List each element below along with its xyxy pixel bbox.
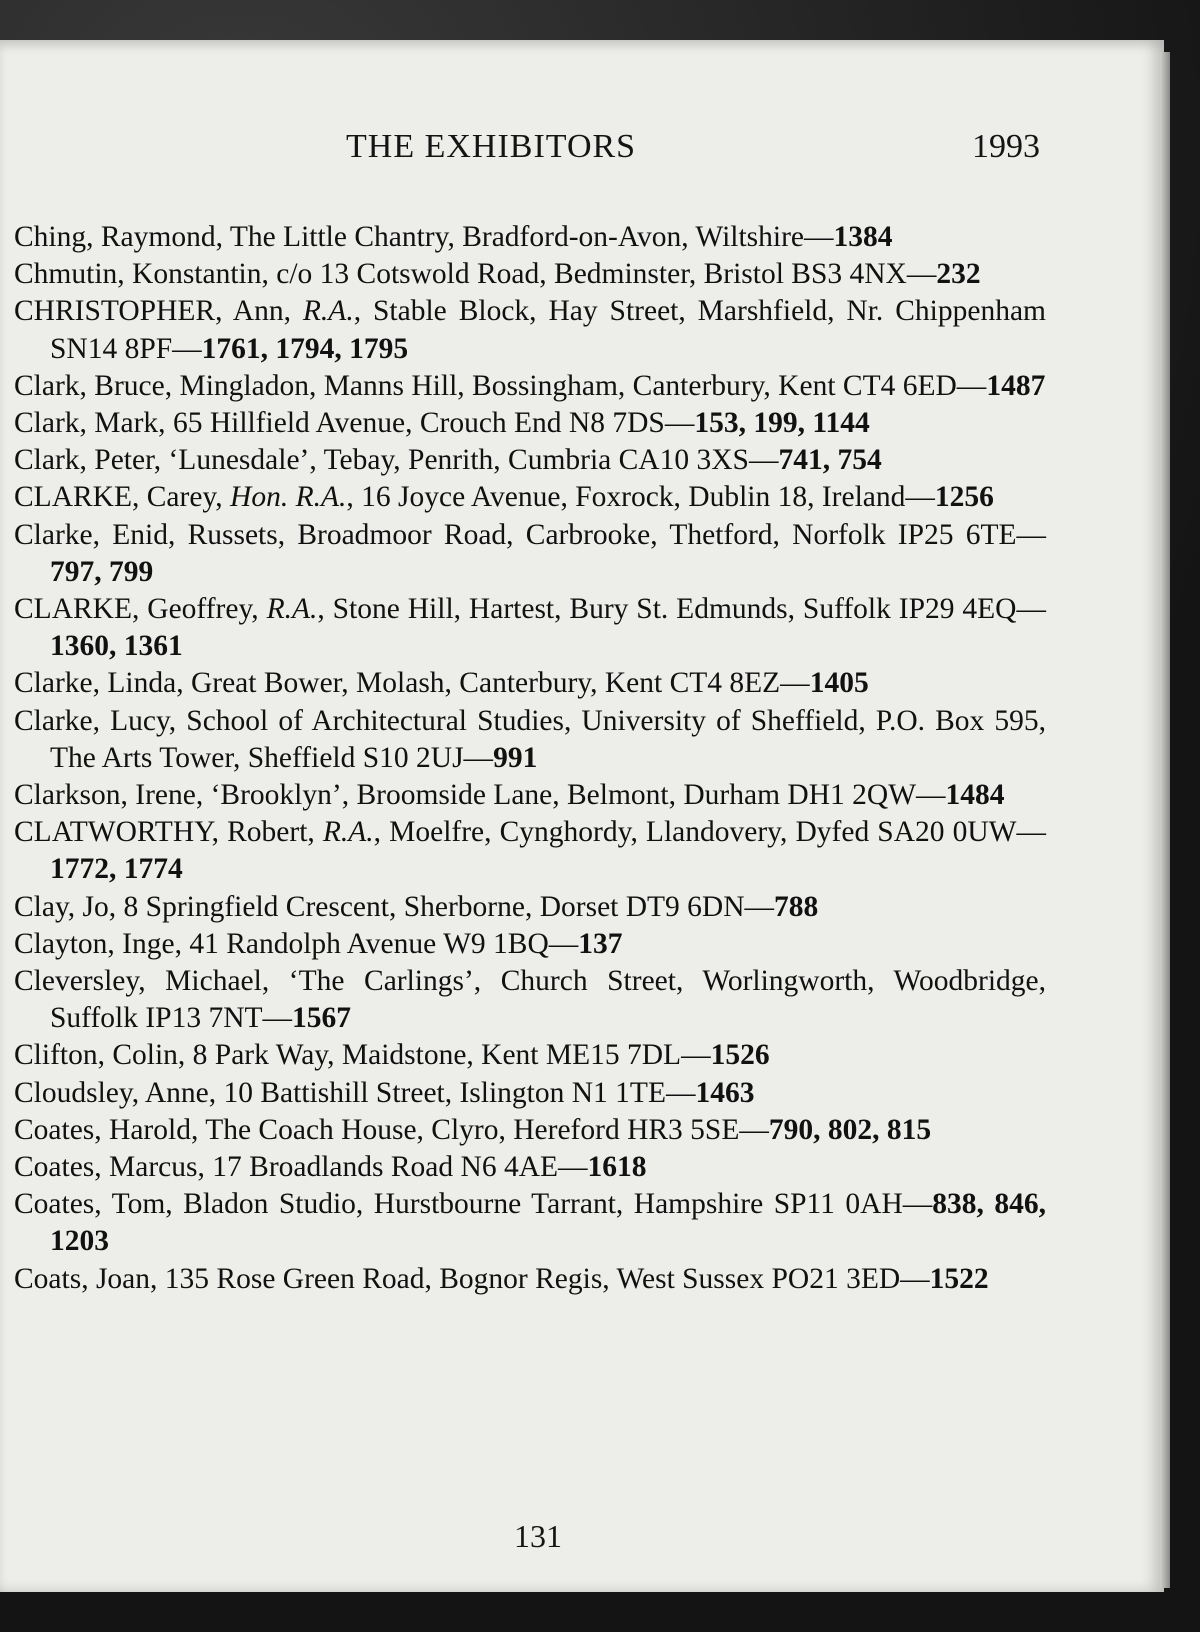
exhibitor-address: 135 Rose Green Road, Bognor Regis, West Sussex PO21 3ED— xyxy=(164,1262,930,1295)
exhibitor-entry xyxy=(14,926,1046,963)
exhibitor-entry xyxy=(14,1261,1046,1298)
year-label: 1993 xyxy=(972,128,1040,165)
exhibitor-name: CLATWORTHY, Robert, xyxy=(14,816,315,849)
exhibit-numbers: 1256 xyxy=(934,481,994,514)
exhibit-numbers: 1772, 1774 xyxy=(50,853,183,886)
exhibitor-address: 8 Springfield Crescent, Sherborne, Dorset DT9 6DN— xyxy=(123,890,775,923)
exhibitor-address: c/o 13 Cotswold Road, Bedminster, Bristol BS3 4NX— xyxy=(276,258,937,291)
exhibit-numbers: 1360, 1361 xyxy=(50,630,183,663)
exhibit-numbers: 1384 xyxy=(833,221,893,253)
exhibitor-entry xyxy=(14,517,1046,591)
exhibit-numbers: 991 xyxy=(493,741,538,774)
exhibitor-name: CLARKE, Carey, xyxy=(14,481,223,514)
exhibitor-address: 41 Randolph Avenue W9 1BQ— xyxy=(189,927,579,960)
exhibitor-title: Hon. R.A. xyxy=(230,481,347,514)
exhibitor-entry xyxy=(14,889,1046,926)
exhibitor-entry xyxy=(14,368,1046,405)
exhibitor-title: R.A. xyxy=(266,593,318,626)
exhibit-numbers: 1761, 1794, 1795 xyxy=(201,332,409,365)
exhibitor-name: Ching, Raymond, xyxy=(14,221,223,253)
exhibitor-name: Clarke, Linda, xyxy=(14,667,184,700)
exhibitor-entry xyxy=(14,814,1046,888)
exhibitor-name: Clark, Mark, xyxy=(14,407,166,440)
exhibitor-entry xyxy=(14,1075,1046,1112)
exhibitor-name: Clayton, Inge, xyxy=(14,927,182,960)
exhibitor-entry xyxy=(14,405,1046,442)
exhibitor-entry xyxy=(14,591,1046,665)
exhibitor-address: , Stable Block, Hay Street, Marshfield, Nr. Chippenham SN14 8PF— xyxy=(50,295,1047,365)
exhibitor-name: Cloudsley, Anne, xyxy=(14,1076,217,1109)
exhibit-numbers: 137 xyxy=(578,927,623,960)
exhibit-numbers: 232 xyxy=(936,258,981,291)
exhibitor-address: ‘The Carlings’, Church Street, Worlingworth, Woodbridge, Suffolk IP13 7NT— xyxy=(50,965,1046,1035)
exhibitor-address: School of Architectural Studies, University of Sheffield, P.O. Box 595, The Arts Tower, Sheffield S10 2UJ— xyxy=(50,704,1046,774)
exhibit-numbers: 790, 802, 815 xyxy=(768,1113,932,1146)
exhibit-numbers: 1463 xyxy=(695,1076,755,1109)
exhibitor-name: Coats, Joan, xyxy=(14,1262,158,1295)
page-number: 131 xyxy=(514,1518,562,1554)
exhibitor-name: Clarke, Enid, xyxy=(14,518,176,551)
exhibitor-name: Clifton, Colin, xyxy=(14,1039,186,1072)
exhibit-numbers: 1567 xyxy=(292,1002,352,1035)
exhibitor-address: ‘Lunesdale’, Tebay, Penrith, Cumbria CA10 3XS— xyxy=(168,444,779,477)
exhibitor-entry xyxy=(14,1149,1046,1186)
exhibitor-address: , Moelfre, Cynghordy, Llandovery, Dyfed SA20 0UW— xyxy=(373,816,1046,849)
exhibitor-address: The Coach House, Clyro, Hereford HR3 5SE— xyxy=(205,1113,769,1146)
exhibitor-name: Coates, Marcus, xyxy=(14,1151,205,1184)
exhibitor-entry xyxy=(14,442,1046,479)
exhibitor-address: 65 Hillfield Avenue, Crouch End N8 7DS— xyxy=(172,407,695,440)
exhibitor-entry xyxy=(14,1186,1046,1260)
exhibitor-address: , Stone Hill, Hartest, Bury St. Edmunds, Suffolk IP29 4EQ— xyxy=(317,593,1046,626)
exhibitor-address: 17 Broadlands Road N6 4AE— xyxy=(212,1151,588,1184)
page-edge xyxy=(1160,52,1170,1588)
exhibitor-entry xyxy=(14,703,1046,777)
exhibit-numbers: 1405 xyxy=(809,667,869,700)
exhibitor-title: R.A. xyxy=(302,295,354,328)
section-title: THE EXHIBITORS xyxy=(346,128,637,165)
exhibitor-name: Clarkson, Irene, xyxy=(14,779,204,812)
exhibitor-address: , 16 Joyce Avenue, Foxrock, Dublin 18, Ireland— xyxy=(346,481,935,514)
exhibit-numbers: 1526 xyxy=(710,1039,770,1072)
exhibit-numbers: 1484 xyxy=(945,779,1005,812)
exhibitor-name: Coates, Tom, xyxy=(14,1188,173,1221)
exhibitor-entry xyxy=(14,963,1046,1037)
exhibitor-name: Clark, Peter, xyxy=(14,444,162,477)
exhibit-numbers: 153, 199, 1144 xyxy=(694,407,870,440)
exhibitor-entry xyxy=(14,293,1046,367)
exhibitor-list xyxy=(14,219,1046,1298)
exhibitor-address: Great Bower, Molash, Canterbury, Kent CT4 8EZ— xyxy=(190,667,810,700)
exhibitor-name: Clark, Bruce, xyxy=(14,369,173,402)
exhibitor-address: 8 Park Way, Maidstone, Kent ME15 7DL— xyxy=(192,1039,711,1072)
exhibit-numbers: 1522 xyxy=(929,1262,989,1295)
exhibit-numbers: 838, 846, 1203 xyxy=(50,1188,1046,1258)
exhibitor-name: CLARKE, Geoffrey, xyxy=(14,593,259,626)
exhibit-numbers: 741, 754 xyxy=(778,444,882,477)
exhibitor-entry xyxy=(14,256,1046,293)
exhibitor-entry xyxy=(14,777,1046,814)
exhibitor-address: 10 Battishill Street, Islington N1 1TE— xyxy=(223,1076,696,1109)
exhibitor-address: Mingladon, Manns Hill, Bossingham, Canterbury, Kent CT4 6ED— xyxy=(179,369,987,402)
exhibitor-address: ‘Brooklyn’, Broomside Lane, Belmont, Durham DH1 2QW— xyxy=(210,779,946,812)
exhibitor-address: The Little Chantry, Bradford-on-Avon, Wiltshire— xyxy=(229,221,834,253)
exhibit-numbers: 1618 xyxy=(587,1151,647,1184)
exhibitor-name: Clarke, Lucy, xyxy=(14,704,177,737)
exhibitor-entry xyxy=(14,219,1046,256)
exhibit-numbers: 788 xyxy=(774,890,819,923)
exhibitor-name: Clay, Jo, xyxy=(14,890,117,923)
exhibitor-entry xyxy=(14,1112,1046,1149)
exhibitor-name: Cleversley, Michael, xyxy=(14,965,270,998)
exhibit-numbers: 797, 799 xyxy=(50,555,154,588)
running-head xyxy=(0,128,1040,172)
exhibitor-name: Coates, Harold, xyxy=(14,1113,199,1146)
exhibitor-entry xyxy=(14,1037,1046,1074)
exhibitor-name: Chmutin, Konstantin, xyxy=(14,258,269,291)
exhibitor-entry xyxy=(14,665,1046,702)
exhibitor-address: Bladon Studio, Hurstbourne Tarrant, Hampshire SP11 0AH— xyxy=(183,1188,933,1221)
exhibitor-entry xyxy=(14,479,1046,516)
exhibitor-address: Russets, Broadmoor Road, Carbrooke, Thetford, Norfolk IP25 6TE— xyxy=(187,518,1046,551)
exhibitor-name: CHRISTOPHER, Ann, xyxy=(14,295,291,328)
exhibit-numbers: 1487 xyxy=(986,369,1046,402)
exhibitor-title: R.A. xyxy=(322,816,374,849)
